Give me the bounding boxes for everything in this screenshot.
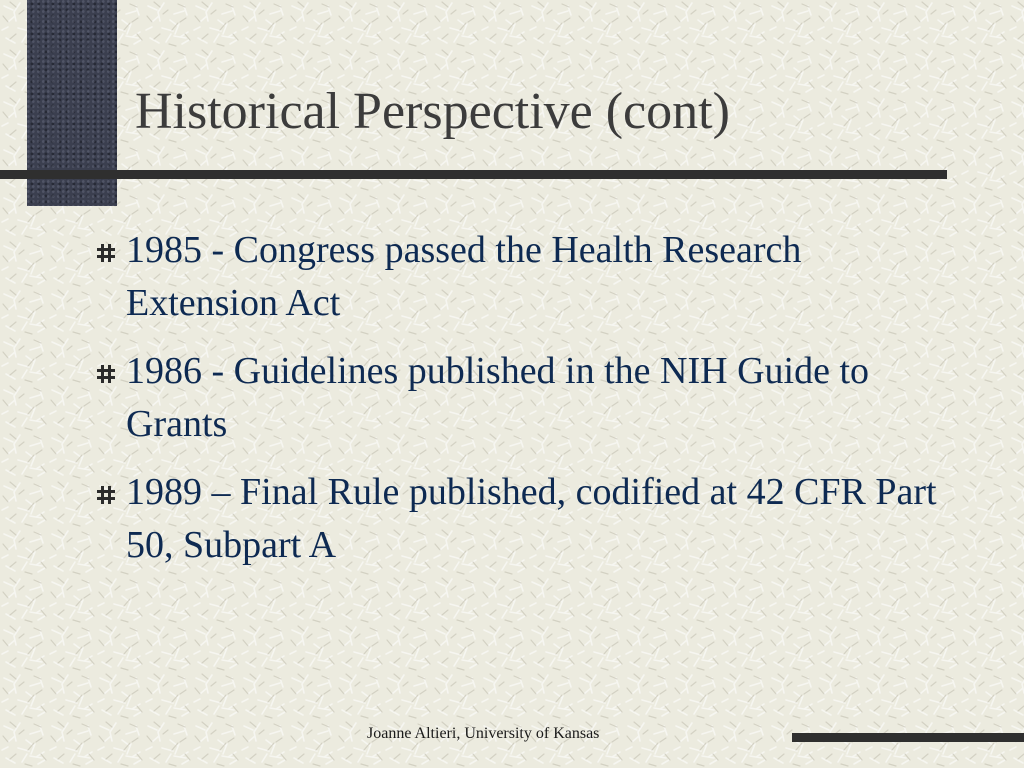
hash-bullet-icon bbox=[96, 485, 116, 505]
bullet-item-1985 bbox=[92, 224, 956, 330]
footer-rule bbox=[792, 733, 1024, 742]
bullet-list bbox=[0, 224, 956, 587]
footer-credit: Joanne Altieri, University of Kansas bbox=[367, 725, 600, 742]
title-rule bbox=[0, 170, 947, 179]
bullet-item-1989 bbox=[92, 466, 956, 572]
bullet-text: 1985 - Congress passed the Health Research Extension Act bbox=[126, 229, 802, 324]
bullet-text: 1989 – Final Rule published, codified at 42 CFR Part 50, Subpart A bbox=[126, 471, 937, 566]
bullet-item-1986 bbox=[92, 345, 956, 451]
hash-bullet-icon bbox=[96, 364, 116, 384]
slide-title: Historical Perspective (cont) bbox=[135, 83, 730, 140]
bullet-text: 1986 - Guidelines published in the NIH Guide to Grants bbox=[126, 350, 870, 445]
hash-bullet-icon bbox=[96, 243, 116, 263]
